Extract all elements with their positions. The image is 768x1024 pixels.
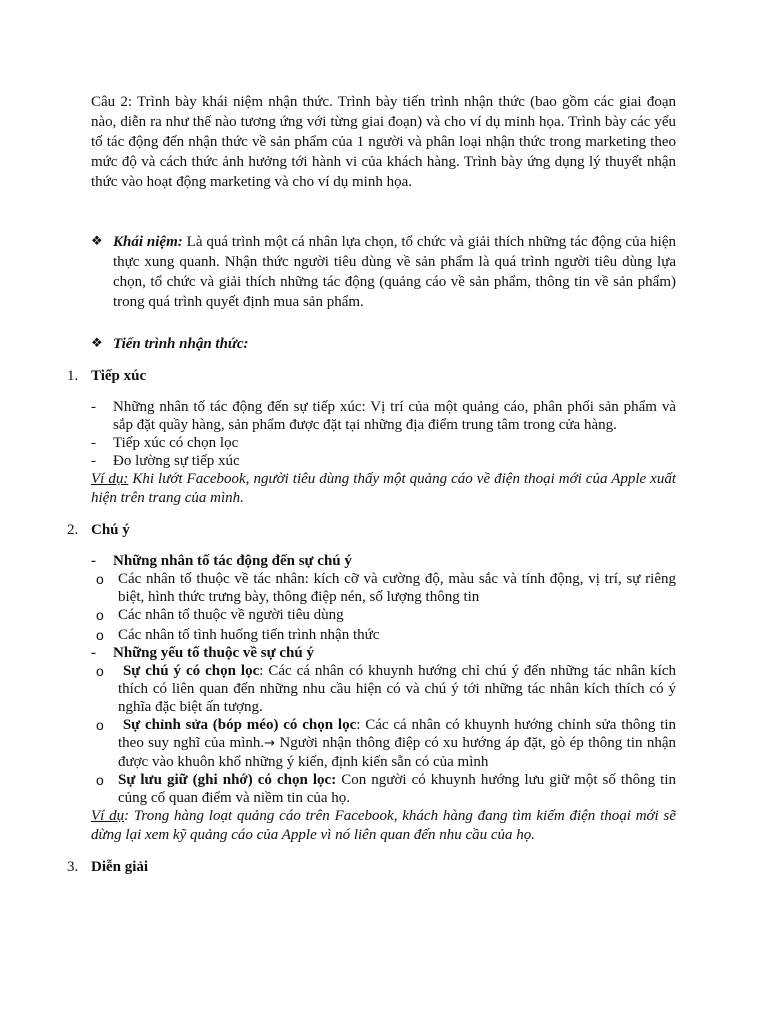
circle-bullet: o — [96, 663, 104, 679]
list-item: - Những nhân tố tác động đến sự chú ý — [91, 553, 352, 569]
stage2-list — [91, 552, 676, 570]
list-item: o Sự lưu giữ (ghi nhớ) có chọn lọc: Con người có khuynh hướng lưu giữ một số thông tin củng cố quan điểm và niềm tin của họ. — [96, 772, 676, 806]
right-arrow-icon: → — [264, 736, 276, 751]
stage-number: 1. — [67, 368, 79, 384]
diamond-bullet-icon: ❖ — [91, 234, 103, 249]
process-label: Tiến trình nhận thức: — [113, 336, 249, 352]
list-item: o Các nhân tố tình huống tiến trình nhận thức — [96, 627, 380, 643]
stage1-list — [91, 398, 676, 470]
example-label: Ví dụ: — [91, 471, 129, 487]
circle-bullet: o — [96, 627, 104, 643]
definition-label: Khái niệm: — [113, 234, 183, 250]
stage2-group2-heading — [91, 644, 676, 662]
example-2: Ví dụ: Trong hàng loạt quảng cáo trên Facebook, khách hàng đang tìm kiếm điện thoại mới sẽ dừng lại xem kỹ quảng cáo của Apple vì nó liên quan đến nhu cầu của họ. — [91, 808, 676, 843]
example-label: Ví dụ — [91, 808, 125, 824]
list-item: o Các nhân tố thuộc về người tiêu dùng — [96, 607, 344, 623]
circle-bullet: o — [96, 607, 104, 623]
list-item: o Sự chỉnh sửa (bóp méo) có chọn lọc: Các cá nhân có khuynh hướng chỉnh sửa thông tin theo suy nghĩ của mình.→ Người nhận thông điệp có xu hướng áp đặt, gò ép thông tin nhận được vào khuôn khổ những ý kiến, định kiến sẵn có của mình — [96, 717, 677, 770]
list-item: o Các nhân tố thuộc về tác nhân: kích cỡ và cường độ, màu sắc và tính động, vị trí, sự riêng biệt, hình thức trưng bày, thông điệp nén, số lượng thông tin — [96, 571, 676, 605]
stage-title: Chú ý — [91, 522, 130, 538]
example-1 — [91, 470, 676, 508]
circle-bullet: o — [96, 571, 104, 587]
stage-number: 2. — [67, 522, 79, 538]
list-item: - Những yếu tố thuộc về sự chú ý — [91, 645, 314, 661]
stage-heading-2 — [67, 520, 676, 540]
example-text: Khi lướt Facebook, người tiêu dùng thấy một quảng cáo về điện thoại mới của Apple xuất hiện trên trang của mình. — [91, 471, 677, 506]
dash-bullet: - — [91, 435, 96, 451]
process-section — [91, 334, 676, 354]
list-item: - Những nhân tố tác động đến sự tiếp xúc: Vị trí của một quảng cáo, phân phối sản phẩm và sắp đặt quầy hàng, sản phẩm được đặt tại những địa điểm trung tâm trong cửa hàng. — [91, 399, 676, 433]
question-paragraph: Câu 2: Trình bày khái niệm nhận thức. Trình bày tiến trình nhận thức (bao gồm các giai đoạn nào, diễn ra như thế nào tương ứng với từng giai đoạn) và cho ví dụ minh họa. Trình bày các yếu tố tác động đến nhận thức về sản phẩm của 1 người và phân loại nhận thức trong marketing theo mức độ và cách thức ảnh hưởng tới hành vi của khách hàng. Trình bày ứng dụng lý thuyết nhận thức vào hoạt động marketing và cho ví dụ minh họa. — [91, 94, 676, 190]
example-text: Trong hàng loạt quảng cáo trên Facebook, khách hàng đang tìm kiếm điện thoại mới sẽ dừng lại xem kỹ quảng cáo của Apple vì nó liên quan đến nhu cầu của họ. — [91, 808, 676, 843]
circle-bullet: o — [96, 717, 104, 733]
stage-heading-3 — [67, 857, 676, 877]
stage2-group2-list — [91, 662, 676, 807]
list-item: o Sự chú ý có chọn lọc: Các cá nhân có khuynh hướng chỉ chú ý đến những tác nhân kích thích có liên quan đến những nhu cầu hiện có và chú ý tới những tác nhân kích thích có ý nghĩa đặc biệt ấn tượng. — [96, 663, 676, 715]
definition-text: Là quá trình một cá nhân lựa chọn, tổ chức và giải thích những tác động của hiện thực xung quanh. Nhận thức người tiêu dùng về sản phẩm là quá trình người tiêu dùng lựa chọn, tổ chức và giải thích những tác động (quảng cáo về sản phẩm, thông tin về sản phẩm) trong quá trình quyết định mua sản phẩm. — [113, 234, 676, 310]
dash-bullet: - — [91, 399, 96, 415]
dash-bullet: - — [91, 453, 96, 469]
list-item: - Đo lường sự tiếp xúc — [91, 453, 240, 469]
dash-bullet: - — [91, 553, 96, 569]
diamond-bullet-icon: ❖ — [91, 336, 103, 351]
list-item: - Tiếp xúc có chọn lọc — [91, 435, 239, 451]
stage-title: Diễn giải — [91, 859, 149, 875]
circle-bullet: o — [96, 772, 104, 788]
definition-section — [91, 232, 676, 312]
dash-bullet: - — [91, 645, 96, 661]
stage-number: 3. — [67, 859, 79, 875]
stage-heading-1 — [67, 366, 676, 386]
stage2-group1-list — [91, 570, 676, 644]
stage-title: Tiếp xúc — [91, 368, 147, 384]
